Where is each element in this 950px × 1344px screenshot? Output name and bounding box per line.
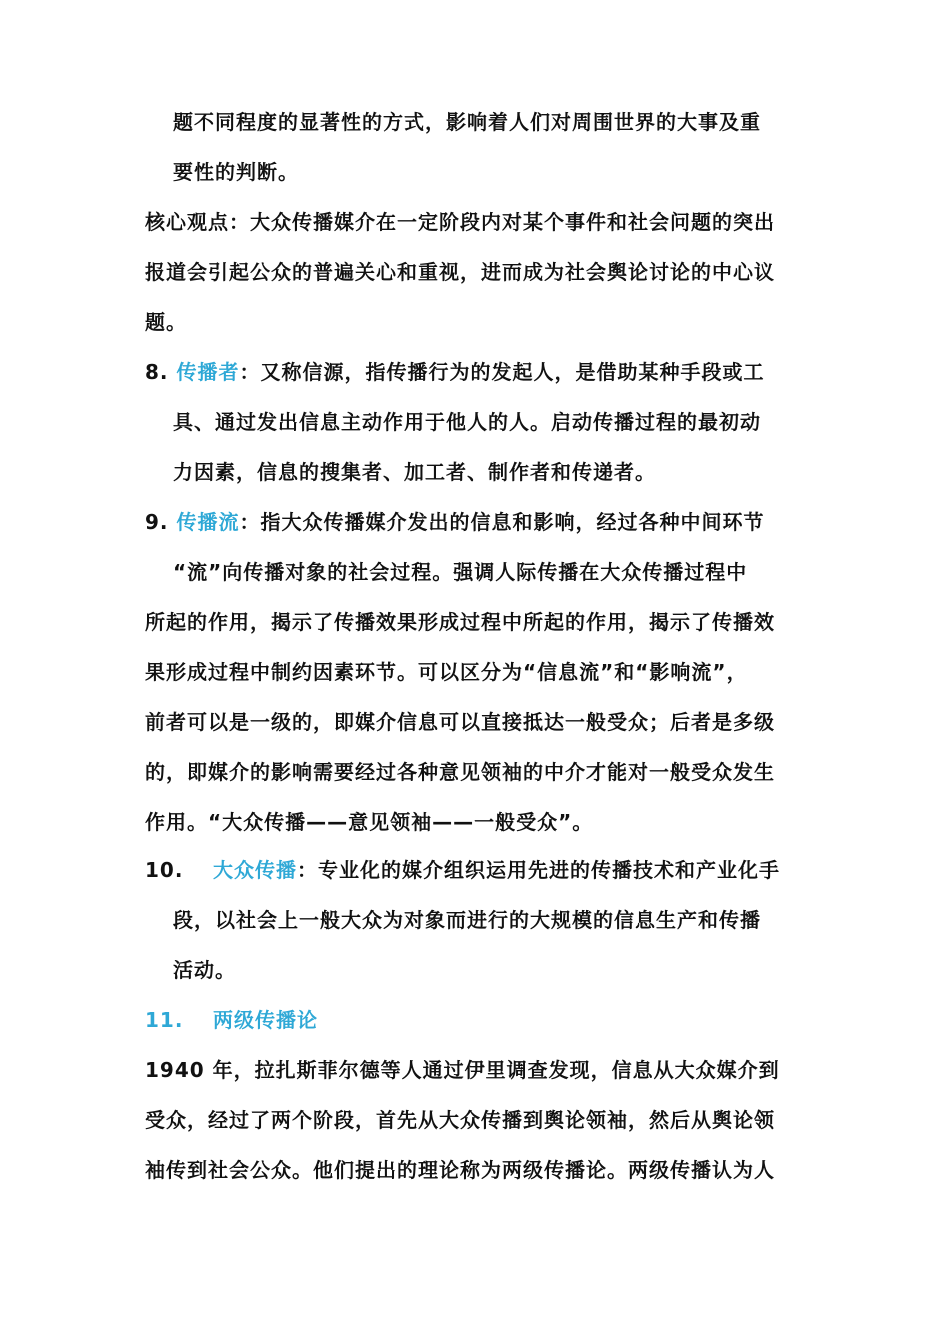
- item-9-term: 传播流: [176, 510, 240, 534]
- item-9-definition: ：指大众传播媒介发出的信息和影响，经过各种中间环节: [239, 510, 765, 534]
- item-8-line-2: 具、通过发出信息主动作用于他人的人。启动传播过程的最初动: [173, 410, 761, 434]
- item-9-number: 9.: [145, 510, 169, 534]
- continuation-line-1: 题不同程度的显著性的方式，影响着人们对周围世界的大事及重: [173, 110, 761, 134]
- item-9-line-6: 的，即媒介的影响需要经过各种意见领袖的中介才能对一般受众发生: [145, 760, 775, 784]
- item-9-line-4: 果形成过程中制约因素环节。可以区分为“信息流”和“影响流”，: [145, 660, 748, 684]
- continuation-line-2: 要性的判断。: [173, 160, 299, 184]
- item-8-definition: ：又称信源，指传播行为的发起人，是借助某种手段或工: [239, 360, 765, 384]
- core-view-line-3: 题。: [145, 310, 187, 334]
- item-10-line-2: 段，以社会上一般大众为对象而进行的大规模的信息生产和传播: [173, 908, 761, 932]
- core-view-line-1: 核心观点：大众传播媒介在一定阶段内对某个事件和社会问题的突出: [145, 210, 775, 234]
- item-8-line-3: 力因素，信息的搜集者、加工者、制作者和传递者。: [173, 460, 656, 484]
- item-9-line-7: 作用。“大众传播——意见领袖——一般受众”。: [145, 810, 594, 834]
- item-9-line-3: 所起的作用，揭示了传播效果形成过程中所起的作用，揭示了传播效: [145, 610, 775, 634]
- item-9-line-1: [145, 504, 815, 540]
- item-8-term: 传播者: [176, 360, 240, 384]
- item-10-number: 10.: [145, 858, 184, 882]
- item-11-heading: [145, 1002, 815, 1038]
- item-8-number: 8.: [145, 360, 169, 384]
- two-step-line-3: 袖传到社会公众。他们提出的理论称为两级传播论。两级传播认为人: [145, 1158, 775, 1182]
- item-11-term: 两级传播论: [213, 1008, 318, 1032]
- item-9-line-2: “流”向传播对象的社会过程。强调人际传播在大众传播过程中: [173, 560, 748, 584]
- two-step-line-2: 受众，经过了两个阶段，首先从大众传播到舆论领袖，然后从舆论领: [145, 1108, 775, 1132]
- core-view-line-2: 报道会引起公众的普遍关心和重视，进而成为社会舆论讨论的中心议: [145, 260, 775, 284]
- item-10-line-1: [145, 852, 815, 888]
- two-step-line-1: 1940 年，拉扎斯菲尔德等人通过伊里调查发现，信息从大众媒介到: [145, 1058, 780, 1082]
- item-9-line-5: 前者可以是一级的，即媒介信息可以直接抵达一般受众；后者是多级: [145, 710, 775, 734]
- item-8-line-1: [145, 354, 815, 390]
- item-11-number: 11.: [145, 1008, 184, 1032]
- item-10-definition: ：专业化的媒介组织运用先进的传播技术和产业化手: [297, 858, 780, 882]
- item-10-line-3: 活动。: [173, 958, 236, 982]
- item-10-term: 大众传播: [213, 858, 297, 882]
